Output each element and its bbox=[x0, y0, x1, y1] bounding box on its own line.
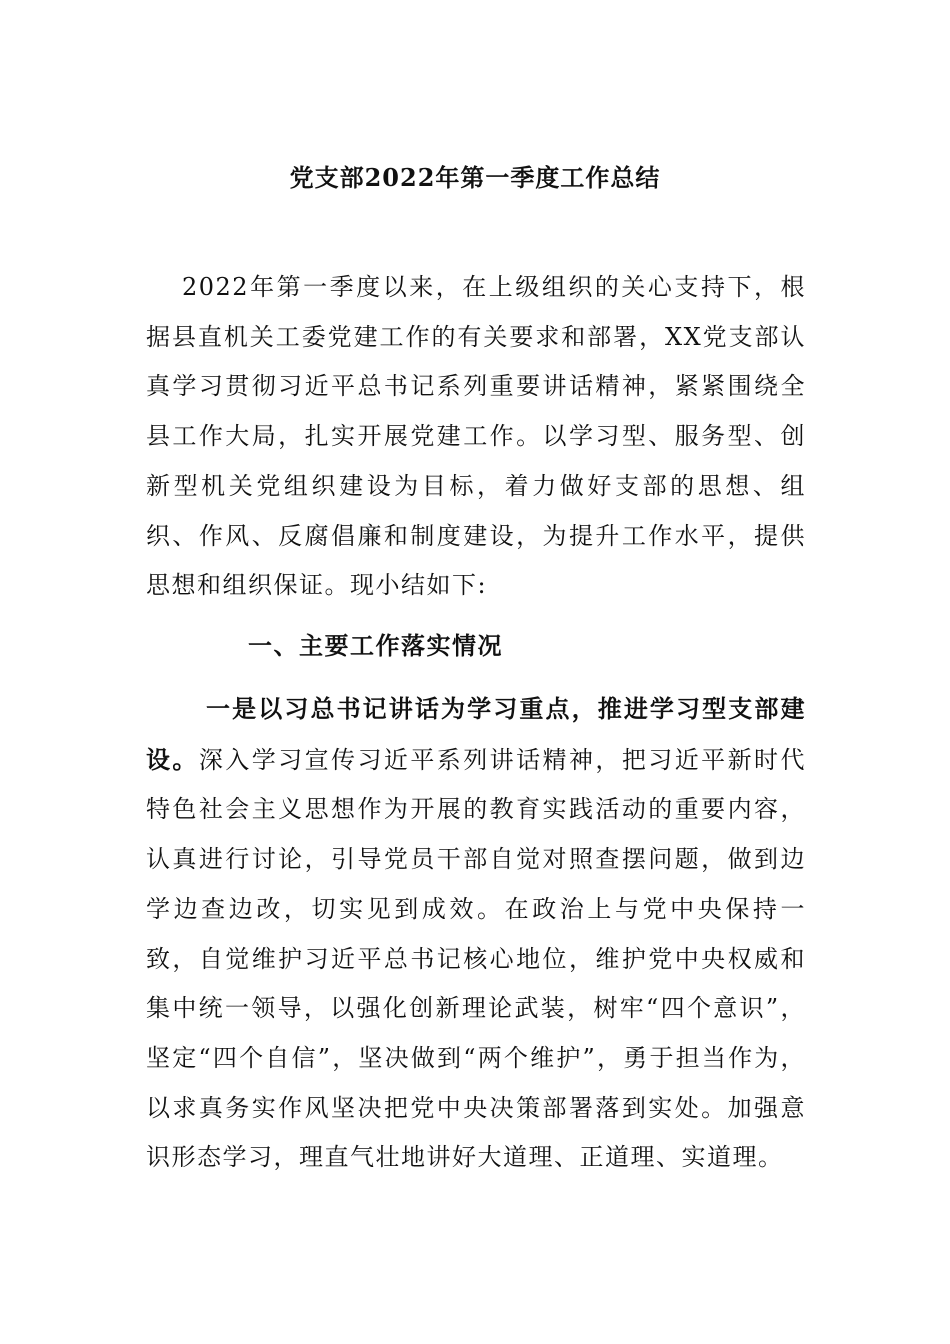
point-one-body: 深入学习宣传习近平系列讲话精神，把习近平新时代特色社会主义思想作为开展的教育实践活动的重要内容，认真进行讨论，引导党员干部自觉对照查摆问题，做到边学边查边改，切实见到成效。在政治上与党中央保持一致，自觉维护习近平总书记核心地位，维护党中央权威和集中统一领导，以强化创新理论武装，树牢“四个意识”，坚定“四个自信”，坚决做到“两个维护”，勇于担当作为，以求真务实作风坚决把党中央决策部署落到实处。加强意识形态学习，理直气壮地讲好大道理、正道理、实道理。 bbox=[146, 745, 806, 1172]
section-heading: 一、主要工作落实情况 bbox=[248, 631, 503, 660]
point-one-paragraph bbox=[146, 684, 806, 1183]
point-one-lead: 一是以习总书记讲话为学习重点，推进学习型支部建设。 bbox=[146, 694, 806, 774]
intro-paragraph: 2022年第一季度以来，在上级组织的关心支持下，根据县直机关工委党建工作的有关要求和部署，XX党支部认真学习贯彻习近平总书记系列重要讲话精神，紧紧围绕全县工作大局，扎实开展党建工作。以学习型、服务型、创新型机关党组织建设为目标，着力做好支部的思想、组织、作风、反腐倡廉和制度建设，为提升工作水平，提供思想和组织保证。现小结如下: bbox=[146, 273, 806, 600]
document-title: 党支部2022年第一季度工作总结 bbox=[289, 163, 661, 192]
